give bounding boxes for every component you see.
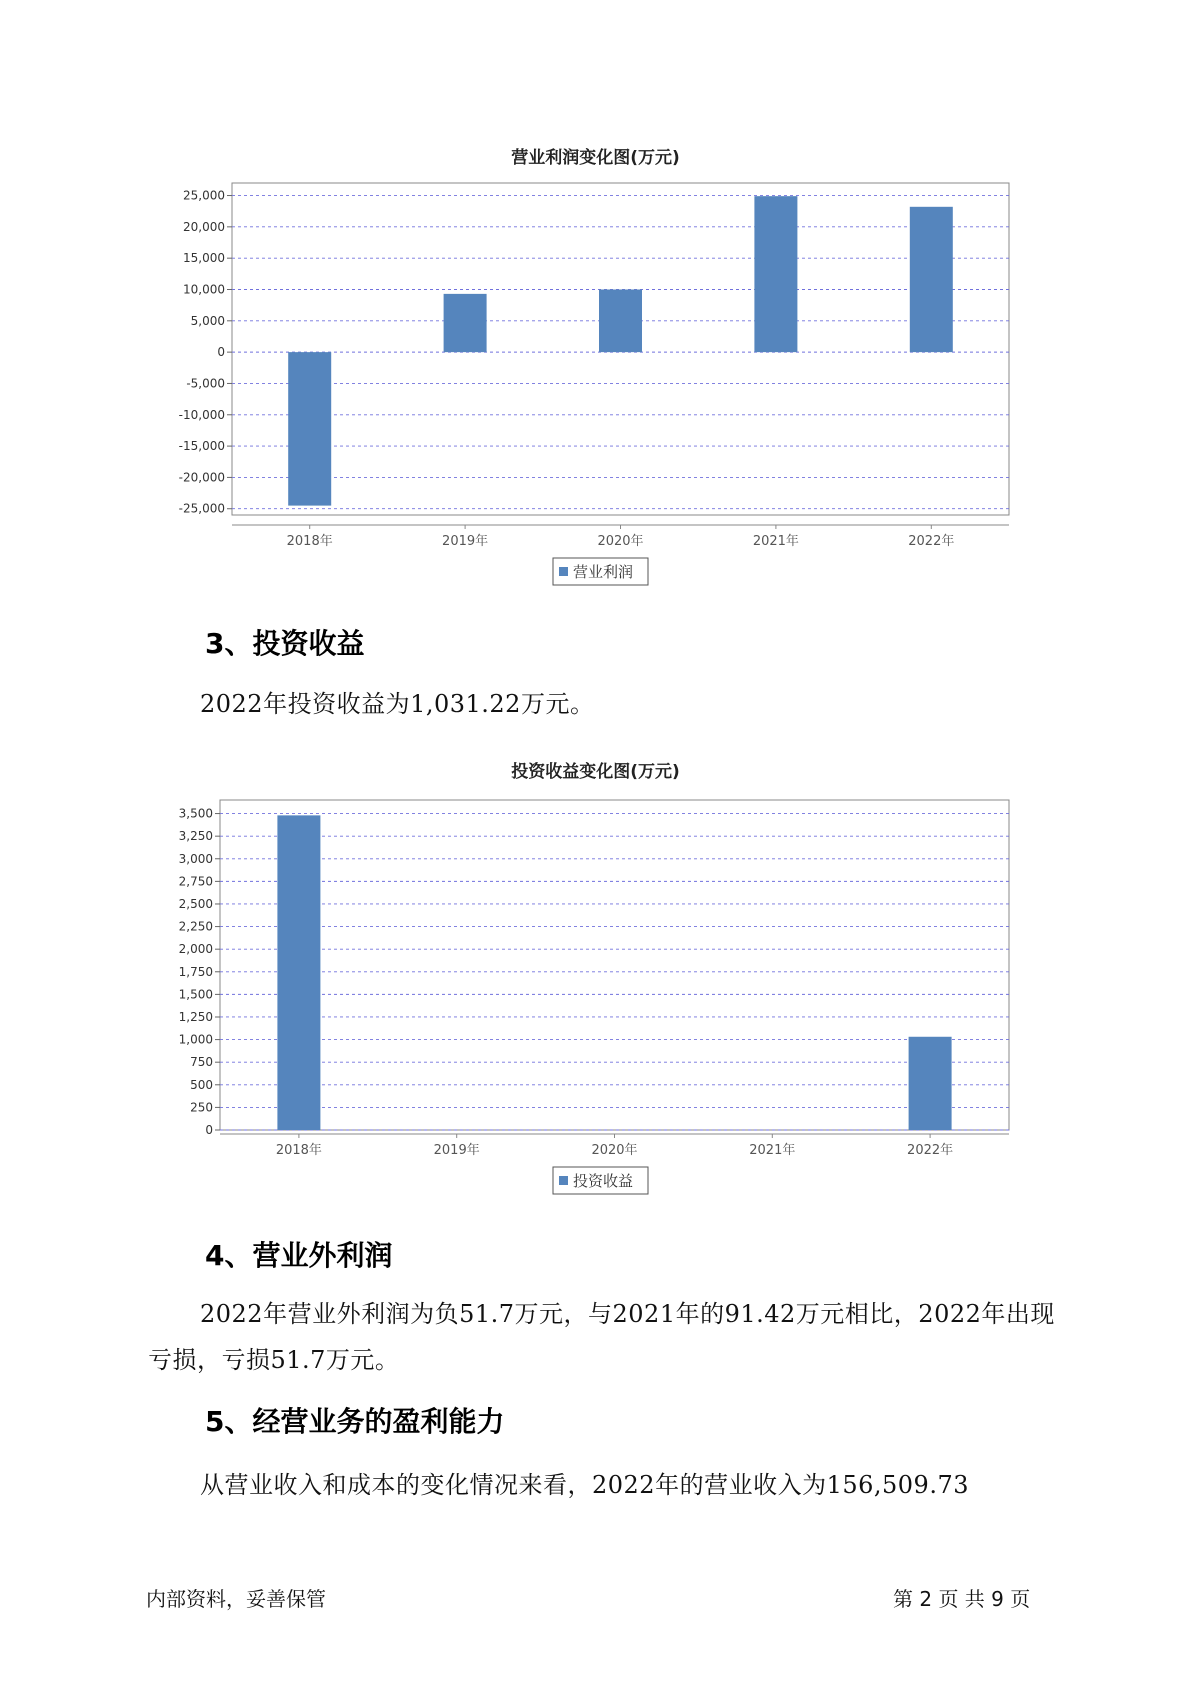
- chart1-y-tick-label: -15,000: [178, 439, 225, 454]
- chart2-legend-label: 投资收益: [573, 1172, 634, 1190]
- chart2-bar: [277, 815, 320, 1130]
- chart1-x-tick-label: 2022年: [908, 534, 955, 549]
- chart2-y-tick-label: 2,750: [178, 874, 213, 889]
- chart2-y-tick-label: 3,250: [178, 829, 213, 844]
- chart2-x-tick-label: 2022年: [907, 1143, 954, 1158]
- section-text-5: 从营业收入和成本的变化情况来看，2022年的营业收入为156,509.73: [200, 1471, 969, 1499]
- chart2-y-tick-label: 2,250: [178, 919, 213, 934]
- chart2-y-tick-label: 0: [205, 1123, 213, 1137]
- chart2-y-tick-label: 3,000: [178, 851, 213, 866]
- chart2-y-tick-label: 1,500: [178, 987, 213, 1002]
- chart2-bar: [909, 1037, 952, 1130]
- chart1-x-tick-label: 2021年: [752, 534, 799, 549]
- chart1-y-tick-label: 10,000: [183, 282, 225, 297]
- chart1-legend-swatch: [559, 567, 568, 576]
- chart2-plot-area: [220, 800, 1009, 1130]
- chart1-y-tick-label: -5,000: [186, 376, 225, 391]
- chart1-title: 营业利润变化图(万元): [511, 148, 680, 168]
- chart2-x-tick-label: 2021年: [749, 1143, 796, 1158]
- chart2-y-tick-label: 3,500: [178, 806, 213, 821]
- section-heading-4: 4、营业外利润: [205, 1239, 393, 1272]
- operating-profit-chart: [0, 170, 1191, 590]
- chart1-y-tick-label: -20,000: [178, 470, 225, 485]
- section-heading-3: 3、投资收益: [205, 627, 365, 660]
- chart2-y-tick-label: 1,250: [178, 1009, 213, 1024]
- chart2-x-tick-label: 2020年: [591, 1143, 638, 1158]
- chart2-y-tick-label: 1,000: [178, 1032, 213, 1047]
- chart1-y-tick-label: 0: [217, 345, 225, 360]
- section-text-4: 2022年营业外利润为负51.7万元，与2021年的91.42万元相比，2022年出现亏损，亏损51.7万元。: [148, 1300, 1055, 1374]
- chart2-y-tick-label: 500: [190, 1077, 213, 1092]
- chart2-legend-swatch: [559, 1176, 568, 1185]
- chart1-bar: [910, 207, 953, 352]
- section-text-3: 2022年投资收益为1,031.22万元。: [200, 690, 595, 718]
- chart1-y-tick-label: 25,000: [183, 188, 225, 203]
- chart2-y-tick-label: 750: [190, 1055, 213, 1070]
- chart1-y-tick-label: 20,000: [183, 219, 225, 234]
- chart1-y-tick-label: -25,000: [178, 501, 225, 516]
- chart1-bar: [288, 352, 331, 505]
- chart1-x-tick-label: 2020年: [597, 534, 644, 549]
- chart1-y-tick-label: -10,000: [178, 407, 225, 422]
- chart2-y-tick-label: 2,500: [178, 896, 213, 911]
- chart2-y-tick-label: 2,000: [178, 942, 213, 957]
- page-number: 第 2 页 共 9 页: [893, 1587, 1031, 1611]
- chart2-x-tick-label: 2018年: [275, 1143, 322, 1158]
- chart2-title: 投资收益变化图(万元): [511, 762, 680, 782]
- chart1-bar: [444, 294, 487, 352]
- chart1-bar: [754, 196, 797, 352]
- chart1-y-tick-label: 5,000: [190, 313, 225, 328]
- chart2-y-tick-label: 1,750: [178, 964, 213, 979]
- section-heading-5: 5、经营业务的盈利能力: [205, 1405, 505, 1438]
- chart1-x-tick-label: 2018年: [286, 534, 333, 549]
- chart1-y-tick-label: 15,000: [183, 251, 225, 266]
- footer-confidential: 内部资料，妥善保管: [146, 1587, 326, 1611]
- chart2-x-tick-label: 2019年: [433, 1143, 480, 1158]
- chart1-x-tick-label: 2019年: [442, 534, 489, 549]
- chart1-legend-label: 营业利润: [573, 563, 634, 581]
- chart2-y-tick-label: 250: [190, 1100, 213, 1115]
- investment-income-chart: [0, 785, 1191, 1205]
- chart1-bar: [599, 289, 642, 352]
